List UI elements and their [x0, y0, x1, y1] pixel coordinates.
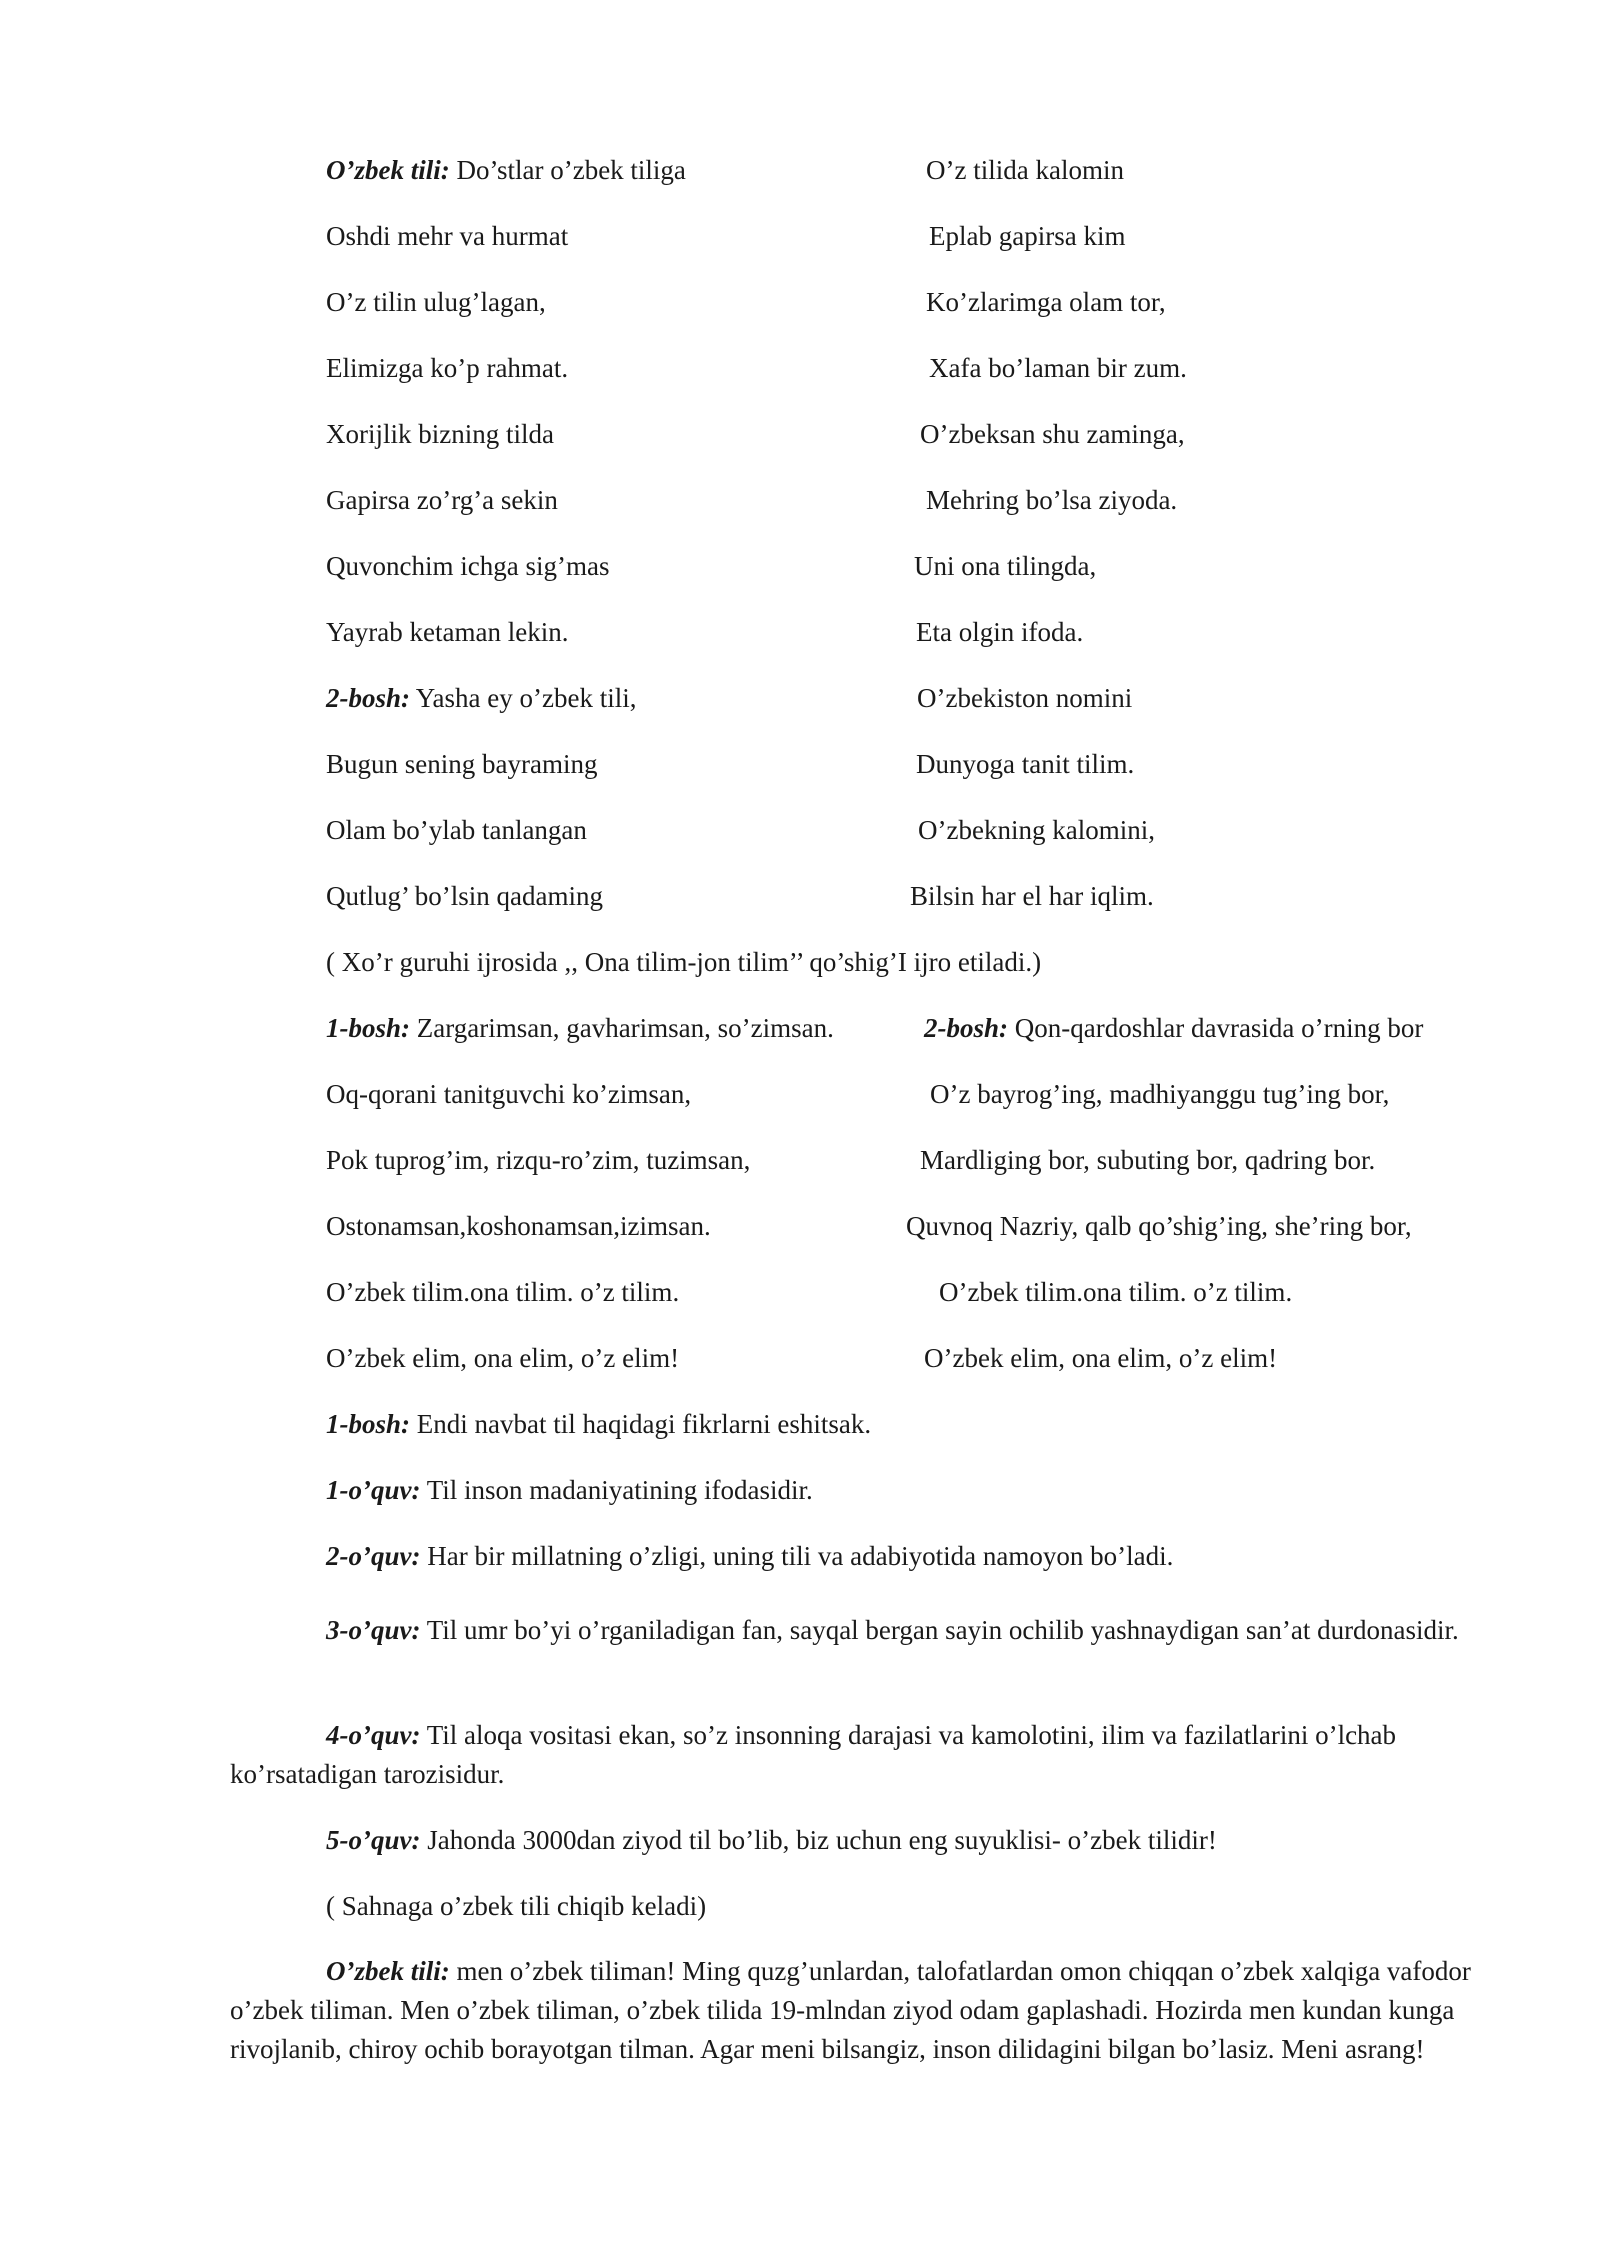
- song-right: O’z bayrog’ing, madhiyanggu tug’ing bor,: [930, 1079, 1390, 1109]
- song-line: Oq-qorani tanitguvchi ko’zimsan,: [326, 1079, 692, 1109]
- verse-right: O’zbekiston nomini: [917, 683, 1133, 713]
- stage-direction: ( Sahnaga o’zbek tili chiqib keladi): [326, 1891, 707, 1921]
- song-text: Qon-qardoshlar davrasida o’rning bor: [1014, 1013, 1424, 1043]
- verse-right: Eta olgin ifoda.: [916, 617, 1084, 647]
- song-text: Zargarimsan, gavharimsan, so’zimsan.: [416, 1013, 834, 1043]
- verse-line: [326, 680, 637, 716]
- speaker-label: 1-bosh:: [326, 1013, 411, 1043]
- dialogue-paragraph: [230, 1611, 1490, 1650]
- verse-right: O’z tilida kalomin: [926, 155, 1124, 185]
- speaker-label: 5-o’quv:: [326, 1825, 421, 1855]
- verse-line: Elimizga ko’p rahmat.: [326, 353, 569, 383]
- dialogue-text: Til umr bo’yi o’rganiladigan fan, sayqal bergan sayin ochilib yashnaydigan san’at durdonasidir.: [426, 1615, 1459, 1645]
- dialogue-line: [326, 1406, 871, 1442]
- verse-right: Uni ona tilingda,: [914, 551, 1097, 581]
- song-line: Ostonamsan,koshonamsan,izimsan.: [326, 1211, 711, 1241]
- verse-line: Olam bo’ylab tanlangan: [326, 815, 587, 845]
- dialogue-text: Til aloqa vositasi ekan, so’z insonning darajasi va kamolotini, ilim va fazilatlarini o’lchab ko’rsatadigan tarozisidur.: [230, 1720, 1397, 1789]
- verse-right: Dunyoga tanit tilim.: [916, 749, 1135, 779]
- verse-line: Yayrab ketaman lekin.: [326, 617, 569, 647]
- verse-line: Quvonchim ichga sig’mas: [326, 551, 610, 581]
- dialogue-line: [326, 1538, 1173, 1574]
- verse-right: O’zbeksan shu zaminga,: [920, 419, 1185, 449]
- speaker-label: 1-bosh:: [326, 1409, 411, 1439]
- verse-line: [326, 152, 686, 188]
- verse-right: Bilsin har el har iqlim.: [910, 881, 1154, 911]
- song-line: O’zbek elim, ona elim, o’z elim!: [326, 1343, 680, 1373]
- dialogue-text: Til inson madaniyatining ifodasidir.: [426, 1475, 813, 1505]
- song-right: O’zbek tilim.ona tilim. o’z tilim.: [939, 1277, 1293, 1307]
- verse-line: O’z tilin ulug’lagan,: [326, 287, 546, 317]
- verse-right: Ko’zlarimga olam tor,: [926, 287, 1166, 317]
- stage-direction: ( Xo’r guruhi ijrosida ,, Ona tilim-jon tilim’’ qo’shig’I ijro etiladi.): [326, 947, 1042, 977]
- verse-line: Oshdi mehr va hurmat: [326, 221, 569, 251]
- speaker-label: O’zbek tili:: [326, 1956, 450, 1986]
- verse-right: O’zbekning kalomini,: [918, 815, 1155, 845]
- dialogue-paragraph: [230, 1716, 1490, 1794]
- dialogue-line: [326, 1822, 1217, 1858]
- song-line: O’zbek tilim.ona tilim. o’z tilim.: [326, 1277, 680, 1307]
- speaker-label: 2-bosh:: [924, 1013, 1009, 1043]
- song-line: [326, 1010, 834, 1046]
- song-right: O’zbek elim, ona elim, o’z elim!: [924, 1343, 1278, 1373]
- song-right: Mardliging bor, subuting bor, qadring bor.: [920, 1145, 1376, 1175]
- speaker-label: 2-bosh:: [326, 683, 411, 713]
- final-paragraph: [230, 1952, 1490, 2069]
- song-right: Quvnoq Nazriy, qalb qo’shig’ing, she’ring bor,: [906, 1211, 1412, 1241]
- verse-line: Gapirsa zo’rg’a sekin: [326, 485, 558, 515]
- speaker-label: 4-o’quv:: [326, 1720, 421, 1750]
- verse-text: Yasha ey o’zbek tili,: [415, 683, 637, 713]
- verse-line: Xorijlik bizning tilda: [326, 419, 554, 449]
- speaker-label: O’zbek tili:: [326, 155, 450, 185]
- dialogue-text: Har bir millatning o’zligi, uning tili va adabiyotida namoyon bo’ladi.: [427, 1541, 1174, 1571]
- verse-line: Qutlug’ bo’lsin qadaming: [326, 881, 603, 911]
- dialogue-text: Jahonda 3000dan ziyod til bo’lib, biz uchun eng suyuklisi- o’zbek tilidir!: [427, 1825, 1217, 1855]
- verse-right: Xafa bo’laman bir zum.: [929, 353, 1187, 383]
- verse-line: Bugun sening bayraming: [326, 749, 598, 779]
- speaker-label: 2-o’quv:: [326, 1541, 421, 1571]
- verse-right: Eplab gapirsa kim: [929, 221, 1126, 251]
- speaker-label: 1-o’quv:: [326, 1475, 421, 1505]
- song-line: Pok tuprog’im, rizqu-ro’zim, tuzimsan,: [326, 1145, 751, 1175]
- speaker-label: 3-o’quv:: [326, 1615, 421, 1645]
- verse-text: Do’stlar o’zbek tiliga: [456, 155, 686, 185]
- dialogue-text: Endi navbat til haqidagi fikrlarni eshitsak.: [416, 1409, 872, 1439]
- verse-right: Mehring bo’lsa ziyoda.: [926, 485, 1178, 515]
- song-right: [924, 1010, 1423, 1046]
- dialogue-line: [326, 1472, 813, 1508]
- dialogue-text: men o’zbek tiliman! Ming quzg’unlardan, talofatlardan omon chiqqan o’zbek xalqiga vafodor o’zbek tiliman. Men o’zbek tiliman, o’zbek tilida 19-mlndan ziyod odam gaplashadi. Hozirda men kundan kunga rivojlanib, chiroy ochib borayotgan tilman. Agar meni bilsangiz, inson dilidagini bilgan bo’lasiz. Meni asrang!: [230, 1956, 1471, 2064]
